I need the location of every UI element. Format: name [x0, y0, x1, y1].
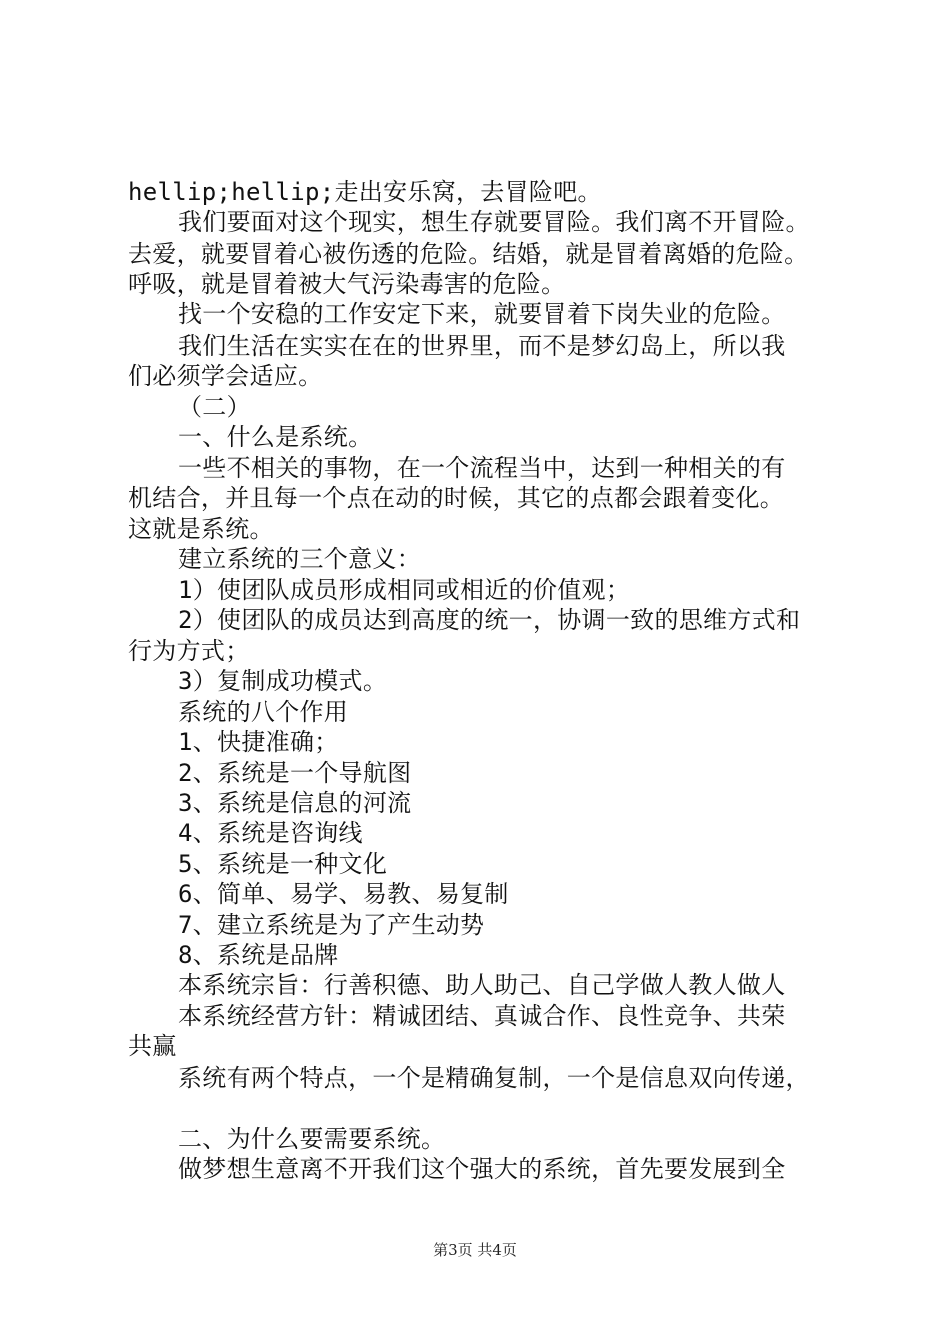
list-item: 2、系统是一个导航图	[178, 759, 412, 787]
page-footer: 第3页 共4页	[433, 1241, 517, 1259]
text-line: 本系统经营方针：精诚团结、真诚合作、良性竞争、共荣	[178, 1002, 786, 1030]
list-item: 4、系统是咨询线	[178, 819, 363, 847]
list-item: 2）使团队的成员达到高度的统一，协调一致的思维方式和	[178, 606, 801, 634]
list-item: 3、系统是信息的河流	[178, 789, 412, 817]
text-line: hellip;hellip;走出安乐窝，去冒险吧。	[128, 178, 602, 206]
text-line: 做梦想生意离不开我们这个强大的系统，首先要发展到全	[178, 1155, 786, 1183]
text-line: 一些不相关的事物，在一个流程当中，达到一种相关的有	[178, 454, 786, 482]
list-item: 1）使团队成员形成相同或相近的价值观；	[178, 576, 631, 604]
list-item: 1、快捷准确；	[178, 728, 339, 756]
section-heading: 二、为什么要需要系统。	[178, 1125, 446, 1153]
text-line: 找一个安稳的工作安定下来，就要冒着下岗失业的危险。	[178, 300, 786, 328]
section-heading: （二）	[178, 393, 251, 421]
text-line: 系统的八个作用	[178, 698, 349, 726]
text-line: 共赢	[128, 1032, 177, 1060]
list-item: 5、系统是一种文化	[178, 850, 388, 878]
text-line: 建立系统的三个意义：	[178, 545, 421, 573]
text-line: 机结合，并且每一个点在动的时候，其它的点都会跟着变化。	[128, 484, 785, 512]
text-line: 行为方式；	[128, 637, 250, 665]
text-line: 们必须学会适应。	[128, 362, 323, 390]
text-line: 这就是系统。	[128, 515, 274, 543]
text-line: 我们生活在实实在在的世界里，而不是梦幻岛上，所以我	[178, 332, 786, 360]
list-item: 3）复制成功模式。	[178, 667, 388, 695]
text-line: 我们要面对这个现实，想生存就要冒险。我们离不开冒险。	[178, 208, 810, 236]
section-heading: 一、什么是系统。	[178, 423, 373, 451]
text-line: 去爱，就要冒着心被伤透的危险。结婚，就是冒着离婚的危险。	[128, 240, 809, 268]
list-item: 7、建立系统是为了产生动势	[178, 911, 485, 939]
text-line: 本系统宗旨：行善积德、助人助己、自己学做人教人做人	[178, 971, 786, 999]
text-line: 系统有两个特点，一个是精确复制，一个是信息双向传递，	[178, 1064, 810, 1092]
list-item: 6、简单、易学、易教、易复制	[178, 880, 509, 908]
list-item: 8、系统是品牌	[178, 941, 339, 969]
text-line: 呼吸，就是冒着被大气污染毒害的危险。	[128, 270, 566, 298]
